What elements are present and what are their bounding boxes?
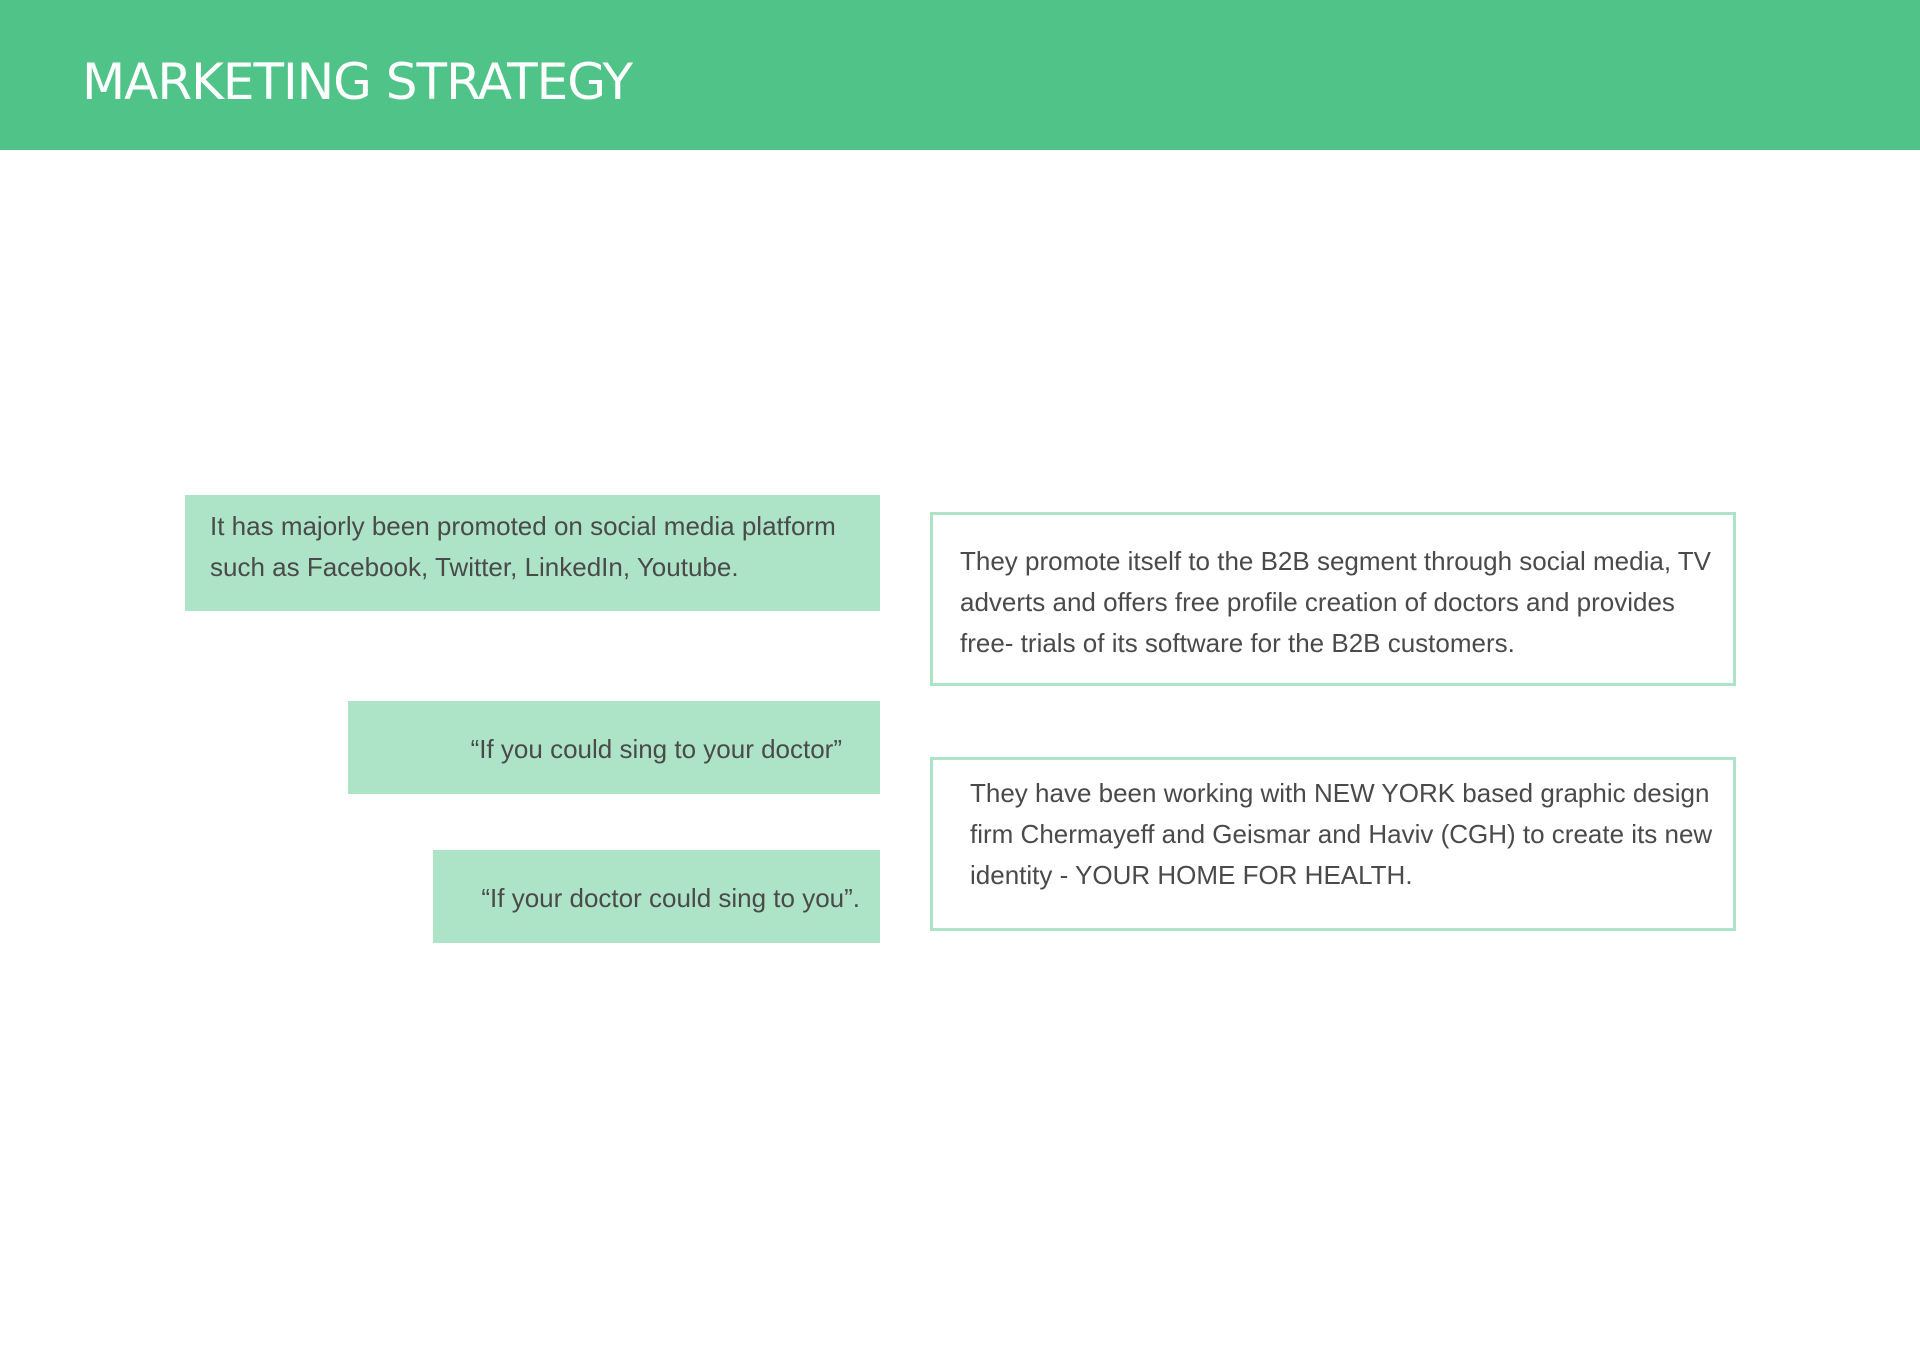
header-bar xyxy=(0,0,1920,150)
b2b-promotion-text: They promote itself to the B2B segment through social media, TV adverts and offers free profile creation of doctors and provides free- trials of its software for the B2B customers. xyxy=(960,546,1712,658)
b2b-promotion-box xyxy=(930,512,1736,686)
social-media-promotion-box xyxy=(185,495,880,611)
slogan-quote-text-1: “If you could sing to your doctor” xyxy=(470,734,842,764)
slogan-quote-box-2 xyxy=(433,850,880,943)
brand-identity-box xyxy=(930,757,1736,931)
social-media-promotion-text: It has majorly been promoted on social media platform such as Facebook, Twitter, LinkedIn, Youtube. xyxy=(210,511,836,582)
brand-identity-text: They have been working with NEW YORK based graphic design firm Chermayeff and Geismar and Haviv (CGH) to create its new identity - YOUR HOME FOR HEALTH. xyxy=(970,778,1713,890)
slogan-quote-text-2: “If your doctor could sing to you”. xyxy=(481,883,860,913)
slogan-quote-box-1 xyxy=(348,701,880,794)
page-title: MARKETING STRATEGY xyxy=(82,53,633,111)
